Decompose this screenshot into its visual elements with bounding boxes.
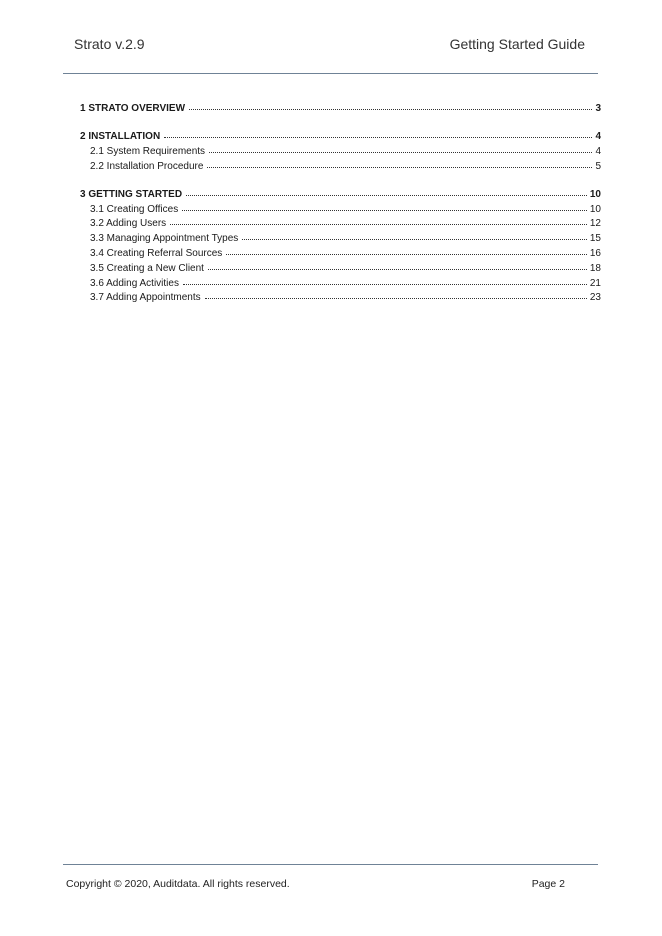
toc-entry-title: 2 INSTALLATION bbox=[80, 131, 161, 142]
toc-entry-managing-appointment-types[interactable] bbox=[80, 233, 601, 248]
toc-entry-page: 10 bbox=[589, 203, 601, 215]
toc-leader-dots bbox=[242, 238, 587, 240]
toc-entry-title: 2.1 System Requirements bbox=[90, 146, 206, 157]
toc-entry-page: 21 bbox=[589, 277, 601, 289]
toc-entry-page: 23 bbox=[589, 292, 601, 304]
product-version: Strato v.2.9 bbox=[74, 36, 145, 52]
toc-entry-getting-started[interactable] bbox=[80, 189, 601, 204]
toc-entry-page: 15 bbox=[589, 233, 601, 245]
toc-entry-title: 2.2 Installation Procedure bbox=[90, 160, 204, 172]
toc-entry-title: 3.7 Adding Appointments bbox=[90, 292, 201, 304]
toc-leader-dots bbox=[205, 297, 587, 299]
toc-entry-page: 18 bbox=[589, 262, 601, 274]
toc-entry-title: 3.2 Adding Users bbox=[90, 218, 167, 230]
toc-entry-title: 3 GETTING STARTED bbox=[80, 188, 183, 200]
toc-leader-dots bbox=[183, 283, 587, 285]
footer-divider bbox=[63, 864, 598, 865]
table-of-contents bbox=[80, 103, 601, 307]
toc-entry-title: 3.5 Creating a New Client bbox=[90, 262, 204, 274]
toc-entry-title: 3.1 Creating Offices bbox=[90, 203, 179, 215]
toc-entry-adding-users[interactable] bbox=[80, 218, 601, 233]
toc-leader-dots bbox=[164, 136, 592, 138]
toc-entry-creating-referral-sources[interactable] bbox=[80, 248, 601, 263]
toc-leader-dots bbox=[209, 151, 592, 153]
toc-entry-title: 1 STRATO OVERVIEW bbox=[80, 103, 186, 114]
toc-leader-dots bbox=[170, 223, 587, 225]
toc-entry-adding-appointments[interactable] bbox=[80, 292, 601, 307]
toc-entry-page: 5 bbox=[595, 160, 601, 172]
toc-entry-title: 3.3 Managing Appointment Types bbox=[90, 233, 239, 245]
toc-leader-dots bbox=[208, 268, 587, 270]
toc-leader-dots bbox=[189, 108, 592, 110]
toc-entry-installation-procedure[interactable] bbox=[80, 161, 601, 176]
page-footer bbox=[66, 878, 565, 894]
page-number: Page 2 bbox=[531, 878, 565, 890]
toc-entry-title: 3.6 Adding Activities bbox=[90, 277, 179, 289]
toc-entry-page: 4 bbox=[595, 131, 601, 142]
guide-title: Getting Started Guide bbox=[449, 36, 585, 52]
toc-entry-page: 3 bbox=[595, 103, 601, 114]
toc-entry-title: 3.4 Creating Referral Sources bbox=[90, 247, 223, 259]
copyright-notice: Copyright © 2020, Auditdata. All rights reserved. bbox=[66, 878, 290, 890]
toc-leader-dots bbox=[207, 166, 592, 168]
toc-leader-dots bbox=[186, 194, 587, 196]
toc-entry-installation[interactable] bbox=[80, 131, 601, 146]
toc-leader-dots bbox=[182, 209, 587, 211]
toc-entry-creating-new-client[interactable] bbox=[80, 263, 601, 278]
toc-entry-page: 10 bbox=[589, 188, 601, 200]
toc-entry-adding-activities[interactable] bbox=[80, 278, 601, 293]
page-header bbox=[74, 36, 585, 58]
toc-entry-page: 4 bbox=[595, 146, 601, 157]
toc-entry-strato-overview[interactable] bbox=[80, 103, 601, 118]
toc-entry-page: 12 bbox=[589, 218, 601, 230]
toc-entry-page: 16 bbox=[589, 247, 601, 259]
toc-entry-creating-offices[interactable] bbox=[80, 204, 601, 219]
header-divider bbox=[63, 73, 598, 74]
toc-leader-dots bbox=[226, 253, 587, 255]
toc-entry-system-requirements[interactable] bbox=[80, 146, 601, 161]
